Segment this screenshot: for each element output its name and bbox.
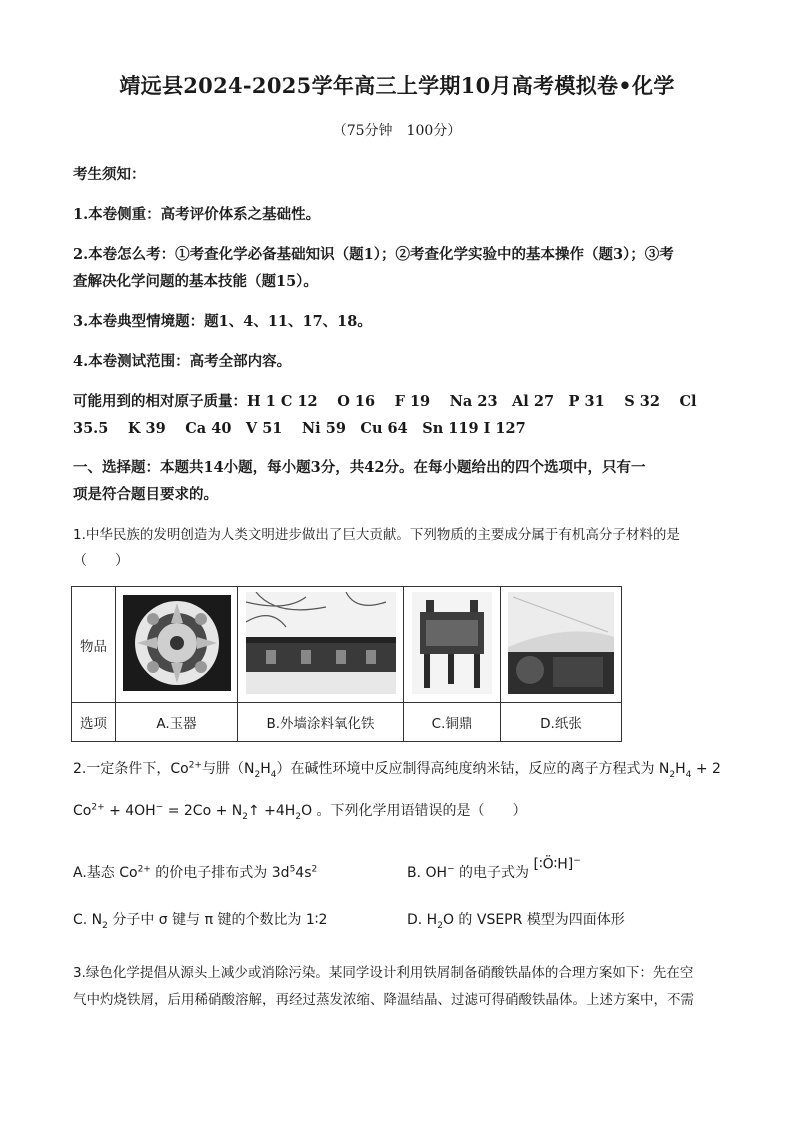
q2-option-a: A.基态 $Co^{2+}$ 的价电子排布式为 $3d^54s^2$ <box>73 864 318 881</box>
q2-option-c: C. $N_2$ 分子中 σ 键与 π 键的个数比为 1∶2 <box>73 912 328 931</box>
q1-stem: 1.中华民族的发明创造为人类文明进步做出了巨大贡献。下列物质的主要成分属于有机高分子材料的是 <box>73 527 680 543</box>
q2-option-b: B. OH− 的电子式为 [∶Ö∶H]− <box>407 856 581 881</box>
page-title: 靖远县2024-2025学年高三上学期10月高考模拟卷•化学 <box>119 73 675 98</box>
q2-option-d: D. $H_2O$ 的 VSEPR 模型为四面体形 <box>407 912 625 931</box>
q3-stem-line-1: 3.绿色化学提倡从源头上减少或消除污染。某同学设计利用铁屑制备硝酸铁晶体的合理方案如下：先在空 <box>73 965 694 981</box>
hydroxide-lewis-structure: [∶Ö∶H]− <box>533 856 581 873</box>
notice-2-cont: 查解决化学问题的基本技能（题15）。 <box>73 273 318 290</box>
item-image-bronze <box>404 587 501 703</box>
option-d: D.纸张 <box>501 703 622 742</box>
q2-stem-line-2: $Co^{2+} + 4OH^- = 2Co$ + $N_2↑ +4H_2O$ 。下列化学用语错误的是（ ） <box>73 802 527 822</box>
item-image-jade <box>116 587 238 703</box>
bronze-ding-image <box>412 592 492 694</box>
option-c: C.铜鼎 <box>404 703 501 742</box>
q1-options-table <box>71 586 622 742</box>
item-image-wall <box>238 587 404 703</box>
notice-2: 2.本卷怎么考：①考查化学必备基础知识（题1）；②考查化学实验中的基本操作（题3）；③考 <box>73 246 674 263</box>
q2-stem-line-1: 2.一定条件下，$Co^{2+}$与肼$(N_2H_4)$在碱性环境中反应制得高纯度纳米钴，反应的离子方程式为 $N_2H_4 + 2$ <box>73 760 721 780</box>
row-label-items: 物品 <box>72 587 116 703</box>
section-1-heading-cont: 项是符合题目要求的。 <box>73 486 218 503</box>
exam-duration-score: （75分钟 100分） <box>332 123 462 139</box>
q3-stem-line-2: 气中灼烧铁屑，后用稀硝酸溶解，再经过蒸发浓缩、降温结晶、过滤可得硝酸铁晶体。上述方案中，不需 <box>73 992 694 1008</box>
option-a: A.玉器 <box>116 703 238 742</box>
q1-stem-blank: （ ） <box>73 553 129 569</box>
jade-artifact-image <box>123 595 231 691</box>
item-image-paper <box>501 587 622 703</box>
atomic-mass-line-2: 35.5 K 39 Ca 40 V 51 Ni 59 Cu 64 Sn 119 I 127 <box>73 420 526 437</box>
notice-3: 3.本卷典型情境题：题1、4、11、17、18。 <box>73 313 372 330</box>
section-1-heading: 一、选择题：本题共14小题，每小题3分，共42分。在每小题给出的四个选项中，只有一 <box>73 459 646 476</box>
paper-image <box>508 592 614 694</box>
option-b: B.外墙涂料氧化铁 <box>238 703 404 742</box>
notice-header: 考生须知： <box>73 166 146 183</box>
notice-4: 4.本卷测试范围：高考全部内容。 <box>73 353 292 370</box>
wall-coating-image <box>246 592 396 694</box>
row-label-options: 选项 <box>72 703 116 742</box>
notice-1: 1.本卷侧重：高考评价体系之基础性。 <box>73 206 321 223</box>
atomic-mass-line-1: 可能用到的相对原子质量：H 1 C 12 O 16 F 19 Na 23 Al 27 P 31 S 32 Cl <box>73 393 697 410</box>
